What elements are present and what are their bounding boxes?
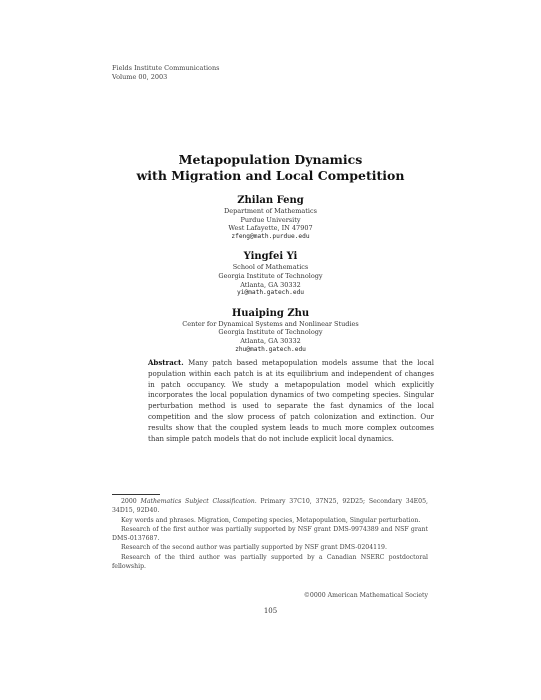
abstract-label: Abstract. — [148, 358, 184, 367]
affiliation-line: Department of Mathematics — [224, 207, 317, 215]
author-email: zfeng@math.purdue.edu — [231, 232, 310, 240]
journal-volume: Volume 00, 2003 — [112, 72, 168, 81]
abstract — [148, 358, 434, 444]
footnote-funding-second: Research of the second author was partially supported by NSF grant DMS-0204119. — [121, 544, 387, 552]
journal-name: Fields Institute Communications — [112, 64, 220, 72]
footnote-divider — [112, 494, 160, 495]
affiliation-line: Georgia Institute of Technology — [218, 271, 323, 280]
affiliation-line: West Lafayette, IN 47907 — [228, 224, 313, 233]
author-name: Zhilan Feng — [237, 195, 304, 206]
footnotes — [112, 497, 428, 571]
footnote-funding-first: Research of the first author was partially supported by NSF grant DMS-9974389 and NSF grant DMS-0137687. — [112, 525, 428, 543]
journal-header — [112, 64, 220, 81]
title-line-1: Metapopulation Dynamics — [178, 152, 363, 167]
author-block-zhu — [0, 307, 541, 354]
author-name: Huaiping Zhu — [231, 307, 310, 319]
footnote-msc: 2000 Mathematics Subject Classification. Primary 37C10, 37N25, 92D25; Secondary 34E05, 34D15, 92D40. — [112, 498, 429, 515]
author-email: zhu@math.gatech.edu — [235, 345, 306, 353]
author-block-yi — [0, 250, 541, 297]
author-block-feng — [0, 194, 541, 241]
title-line-2: with Migration and Local Competition — [136, 168, 405, 183]
abstract-text: Many patch based metapopulation models assume that the local population within each patch is at its equilibrium and independent of changes in patch occupancy. We study a metapopulation model which explicitly incorporates the local population dynamics of two competing species. Singular perturbation method is used to separate the fast dynamics of the local competition and the slow process of patch colonization and extinction. Our results show that the coupled system leads to much more complex outcomes than simple patch models that do not include explicit local dynamics. — [148, 359, 434, 443]
author-list — [0, 194, 541, 363]
affiliation-line: Purdue University — [240, 215, 301, 224]
affiliation-line: Atlanta, GA 30332 — [240, 336, 301, 345]
copyright-notice: ©0000 American Mathematical Society — [303, 592, 428, 599]
author-email: yi@math.gatech.edu — [236, 289, 305, 297]
page-number: 105 — [263, 607, 278, 615]
affiliation-line: Atlanta, GA 30332 — [240, 280, 301, 289]
affiliation-line: Center for Dynamical Systems and Nonlinear Studies — [182, 319, 359, 328]
footnote-funding-third: Research of the third author was partially supported by a Canadian NSERC postdoctoral fellowship. — [112, 553, 428, 571]
author-name: Yingfei Yi — [243, 251, 298, 263]
affiliation-line: School of Mathematics — [232, 263, 309, 272]
paper-title — [0, 152, 541, 184]
footnote-keywords: Key words and phrases. Migration, Competing species, Metapopulation, Singular perturbation. — [121, 516, 421, 524]
affiliation-line: Georgia Institute of Technology — [218, 328, 323, 337]
